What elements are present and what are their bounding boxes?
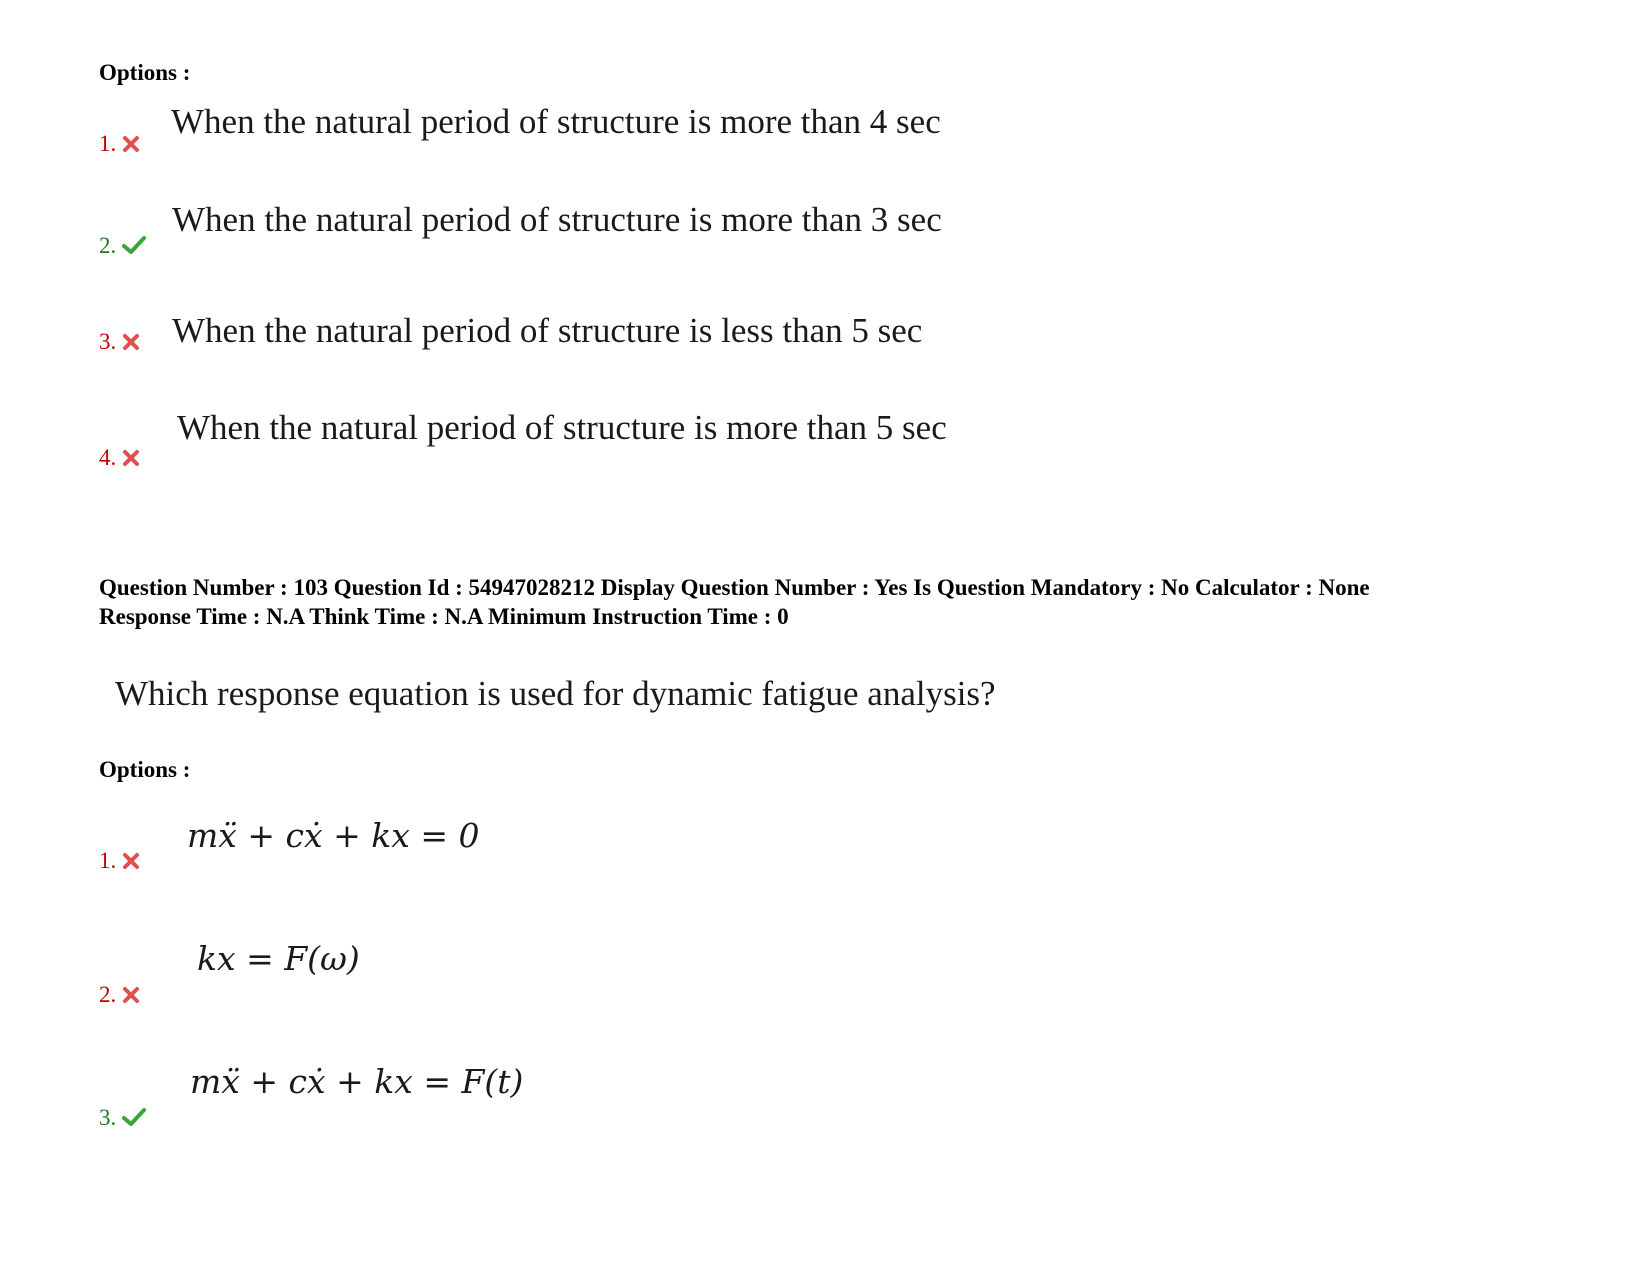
cross-icon: [122, 850, 140, 876]
option-number-text: 1.: [99, 848, 117, 873]
option-number: [99, 1105, 146, 1133]
question-meta-line2: Response Time : N.A Think Time : N.A Minimum Instruction Time : 0: [99, 604, 789, 629]
cross-icon: [122, 133, 140, 159]
question-text: Which response equation is used for dynamic fatigue analysis?: [115, 674, 996, 713]
option-number: [99, 233, 146, 261]
option-number-text: 4.: [99, 445, 117, 470]
option-number: [99, 329, 140, 357]
option-equation: mẍ + cẋ + kx = 0: [187, 816, 480, 855]
options-label: Options :: [99, 60, 191, 85]
option-equation: mẍ + cẋ + kx = F(t): [190, 1062, 524, 1101]
option-number: [99, 982, 140, 1010]
option-text: When the natural period of structure is more than 4 sec: [171, 102, 941, 141]
cross-icon: [122, 984, 140, 1010]
option-number: [99, 131, 140, 159]
option-number-text: 2.: [99, 233, 117, 258]
option-equation: kx = F(ω): [197, 939, 360, 978]
option-number-text: 3.: [99, 1105, 117, 1130]
option-number-text: 1.: [99, 131, 117, 156]
check-icon: [122, 235, 146, 261]
cross-icon: [122, 447, 140, 473]
option-number-text: 2.: [99, 982, 117, 1007]
question-meta-line1: Question Number : 103 Question Id : 54947028212 Display Question Number : Yes Is Question Mandatory : No Calculator : None: [99, 575, 1370, 600]
option-number: [99, 445, 140, 473]
check-icon: [122, 1107, 146, 1133]
cross-icon: [122, 331, 140, 357]
question-meta: [99, 573, 1370, 631]
option-text: When the natural period of structure is less than 5 sec: [172, 311, 923, 350]
option-text: When the natural period of structure is more than 5 sec: [177, 408, 947, 447]
option-number-text: 3.: [99, 329, 117, 354]
option-text: When the natural period of structure is more than 3 sec: [172, 200, 942, 239]
option-number: [99, 848, 140, 876]
options-label: Options :: [99, 757, 191, 782]
